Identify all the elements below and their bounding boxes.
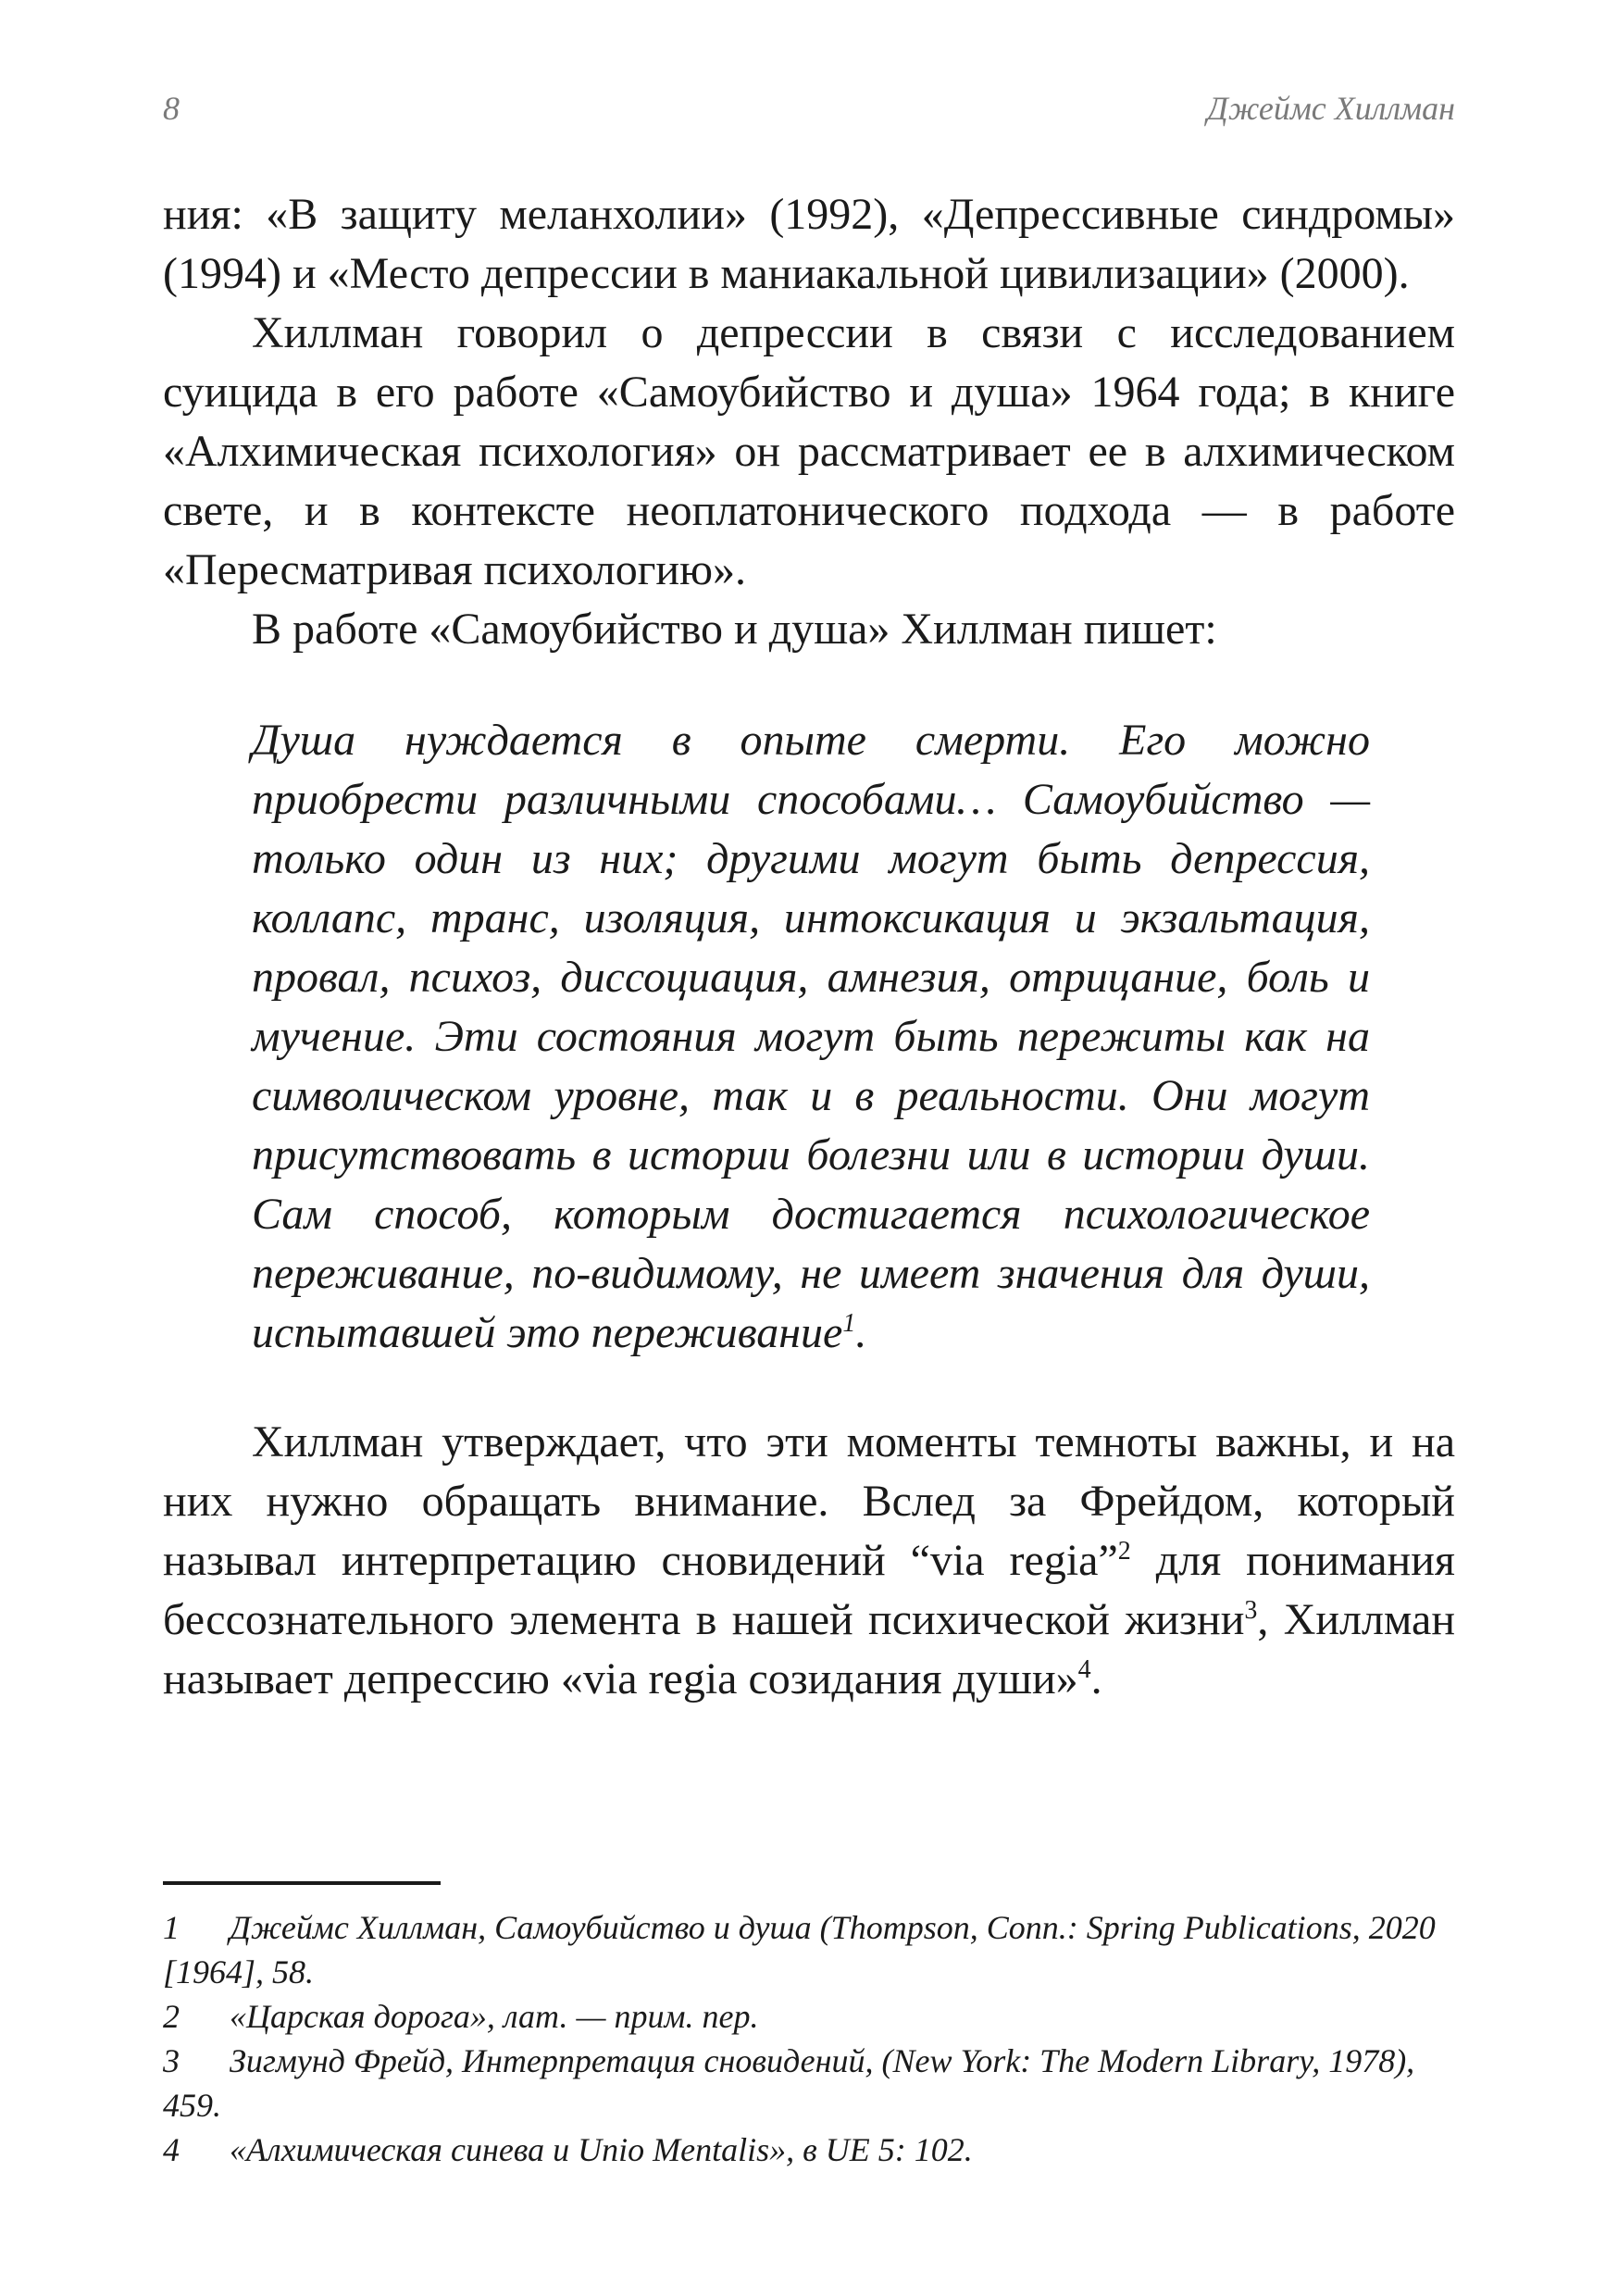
via-regia-text-3: , Хиллман называет депрессию «via regia созидания души» xyxy=(163,1595,1455,1703)
footnote-text: «Алхимическая синева и Unio Mentalis», в UE 5: 102. xyxy=(230,2131,973,2168)
paragraph-hillman-depression: Хиллман говорил о депрессии в связи с исследованием суицида в его работе «Самоубийство и душа» 1964 года; в книге «Алхимическая психология» он рассматривает ее в алхимическом свете, и в контексте неоплатонического подхода — в работе «Пересматривая психологию». xyxy=(163,308,1455,594)
footnote-ref-2[interactable]: 2 xyxy=(1117,1537,1131,1566)
footnote-text: Зигмунд Фрейд, Интерпретация сновидений, (New York: The Modern Library, 1978), 459. xyxy=(163,2042,1415,2124)
footnote-text: «Царская дорога», лат. — прим. пер. xyxy=(230,1998,759,2035)
main-text xyxy=(163,185,1455,1709)
footnote-3 xyxy=(163,2039,1455,2128)
footnote-text: Джеймс Хиллман, Самоубийство и душа (Thompson, Conn.: Spring Publications, 2020 [1964], 58. xyxy=(163,1909,1436,1990)
page-number: 8 xyxy=(163,90,180,127)
footnote-number: 1 xyxy=(163,1909,180,1946)
via-regia-text-1: Хиллман утверждает, что эти моменты темноты важны, и на них нужно обращать внимание. Вслед за Фрейдом, который называл интерпретацию сновидений “via regia” xyxy=(163,1417,1455,1585)
footnotes xyxy=(163,1905,1455,2172)
footnote-ref-4[interactable]: 4 xyxy=(1077,1655,1091,1684)
quote-end: . xyxy=(855,1308,867,1357)
footnote-4 xyxy=(163,2128,1455,2172)
footnote-divider xyxy=(163,1881,441,1885)
footnote-ref-3[interactable]: 3 xyxy=(1244,1596,1258,1625)
footnote-1 xyxy=(163,1905,1455,1994)
footnote-ref-1[interactable]: 1 xyxy=(842,1309,856,1338)
footnote-number: 4 xyxy=(163,2131,180,2168)
running-head-author: Джеймс Хиллман xyxy=(1206,90,1455,127)
paragraph-via-regia xyxy=(163,1413,1455,1709)
footnote-2 xyxy=(163,1994,1455,2039)
footnote-number: 3 xyxy=(163,2042,180,2079)
paragraph-continuation: ния: «В защиту меланхолии» (1992), «Депрессивные синдромы» (1994) и «Место депрессии в маниакальной цивилизации» (2000). xyxy=(163,190,1455,298)
footnote-number: 2 xyxy=(163,1998,180,2035)
via-regia-text-4: . xyxy=(1090,1654,1102,1703)
via-regia-text-2: для понимания бессознательного элемента в нашей психической жизни xyxy=(163,1536,1455,1644)
paragraph-quote-intro: В работе «Самоубийство и душа» Хиллман пишет: xyxy=(252,605,1217,654)
quote-text: Душа нуждается в опыте смерти. Его можно приобрести различными способами… Самоубийство — только один из них; другими могут быть депрессия, коллапс, транс, изоляция, интоксикация и экзальтация, провал, психоз, диссоциация, амнезия, отрицание, боль и мучение. Эти состояния могут быть пережиты как на символическом уровне, так и в реальности. Они могут присутствовать в истории болезни или в истории души. Сам способ, которым достигается психологическое переживание, по-видимому, не имеет значения для души, испытавшей это переживание xyxy=(252,716,1370,1357)
block-quote xyxy=(252,711,1370,1363)
